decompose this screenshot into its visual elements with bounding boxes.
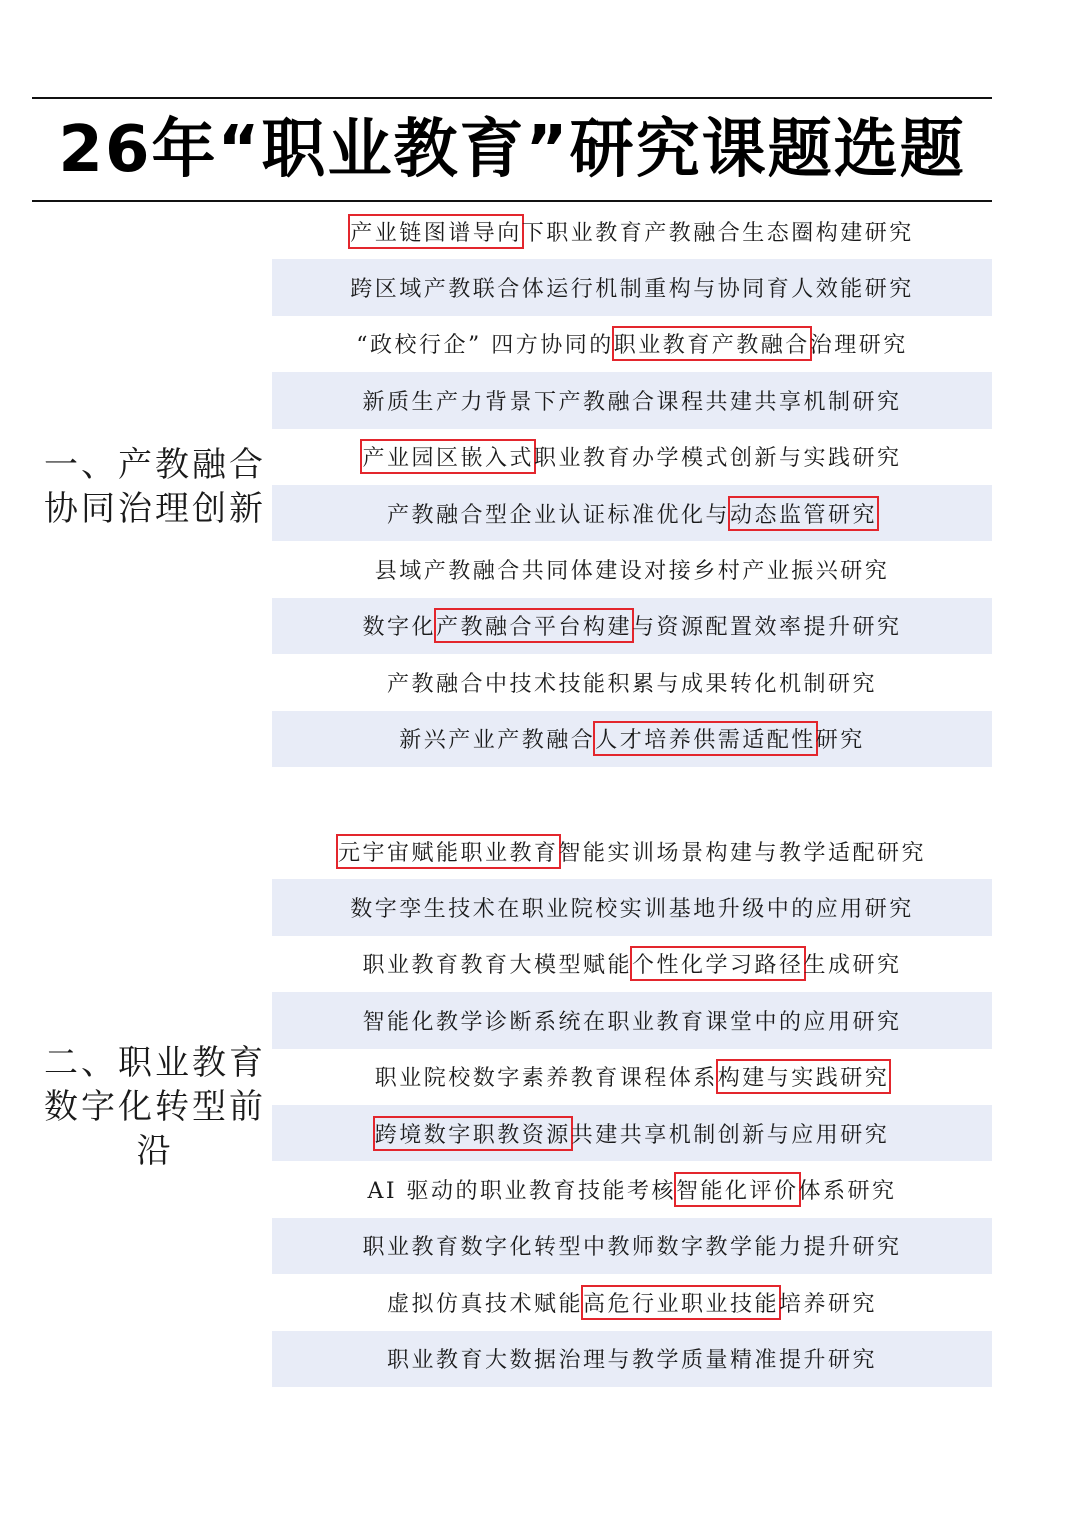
topic-text: 智能化教学诊断系统在职业教育课堂中的应用研究 (362, 1009, 902, 1035)
topic-text: 新兴产业产教融合 (399, 728, 596, 754)
topic-row (272, 992, 992, 1048)
topic-row (272, 429, 992, 485)
topic-row (272, 1331, 992, 1387)
highlighted-keyword: 个性化学习路径 (632, 948, 804, 979)
highlighted-keyword: 职业教育产教融合 (614, 328, 810, 359)
topic-text: 数字化 (362, 615, 436, 641)
topic-row (272, 541, 992, 597)
topic-text: 培养研究 (779, 1291, 878, 1317)
topic-row (272, 879, 992, 935)
topic-text: 新质生产力背景下产教融合课程共建共享机制研究 (362, 389, 902, 415)
topic-row (272, 203, 992, 259)
topic-row (272, 1049, 992, 1105)
section-label: 一、产教融合协同治理创新 (44, 445, 266, 529)
highlighted-keyword: 产业园区嵌入式 (362, 441, 534, 472)
topic-text: 职业教育教育大模型赋能 (362, 953, 632, 979)
topic-text: 产教融合中技术技能积累与成果转化机制研究 (386, 671, 877, 697)
highlighted-keyword: 元宇宙赋能职业教育 (338, 836, 559, 867)
topic-text: 下职业教育产教融合生态圈构建研究 (521, 220, 914, 246)
topic-row (272, 316, 992, 372)
topic-text: 数字孪生技术在职业院校实训基地升级中的应用研究 (350, 897, 914, 923)
topic-text: 产教融合型企业认证标准优化与 (386, 502, 730, 528)
highlighted-keyword: 人才培养供需适配性 (595, 723, 816, 754)
title-top-rule (32, 97, 992, 99)
highlighted-keyword: 智能化评价 (676, 1174, 799, 1205)
highlighted-keyword: 跨境数字职教资源 (375, 1118, 571, 1149)
topic-row (272, 1105, 992, 1161)
topic-text: 跨区域产教联合体运行机制重构与协同育人效能研究 (350, 277, 914, 303)
topic-text: 职业教育办学模式创新与实践研究 (534, 446, 902, 472)
topic-text: 与资源配置效率提升研究 (632, 615, 902, 641)
topic-text: 职业院校数字素养教育课程体系 (374, 1066, 718, 1092)
highlighted-keyword: 产教融合平台构建 (436, 610, 632, 641)
topic-list (272, 823, 992, 1387)
title-bottom-rule (32, 200, 992, 202)
topic-row (272, 485, 992, 541)
topic-text: 职业教育大数据治理与教学质量精准提升研究 (386, 1348, 877, 1374)
topic-text: 共建共享机制创新与应用研究 (570, 1122, 890, 1148)
topic-text: 体系研究 (798, 1179, 897, 1205)
topic-row (272, 372, 992, 428)
topic-row (272, 1274, 992, 1330)
topic-row (272, 259, 992, 315)
topic-row (272, 1161, 992, 1217)
highlighted-keyword: 构建与实践研究 (718, 1061, 890, 1092)
topic-row (272, 654, 992, 710)
topic-row (272, 823, 992, 879)
highlighted-keyword: 动态监管研究 (730, 498, 877, 529)
topic-row (272, 1218, 992, 1274)
topic-row (272, 711, 992, 767)
topic-text: “政校行企” 四方协同的 (356, 333, 614, 359)
topic-text: 治理研究 (809, 333, 908, 359)
topic-row (272, 598, 992, 654)
topic-text: 虚拟仿真技术赋能 (386, 1291, 583, 1317)
topic-text: AI 驱动的职业教育技能考核 (367, 1179, 677, 1205)
topic-text: 研究 (815, 728, 865, 754)
topic-text: 职业教育数字化转型中教师数字教学能力提升研究 (362, 1235, 902, 1261)
highlighted-keyword: 高危行业职业技能 (583, 1287, 779, 1318)
topic-text: 智能实训场景构建与教学适配研究 (558, 840, 927, 866)
topic-text: 县域产教融合共同体建设对接乡村产业振兴研究 (374, 559, 890, 585)
highlighted-keyword: 产业链图谱导向 (350, 216, 522, 247)
page-title: 26年“职业教育”研究课题选题 (58, 113, 966, 187)
section-label: 二、职业教育数字化转型前沿 (44, 1043, 266, 1171)
topic-text: 生成研究 (803, 953, 902, 979)
topic-list (272, 203, 992, 767)
topic-row (272, 936, 992, 992)
